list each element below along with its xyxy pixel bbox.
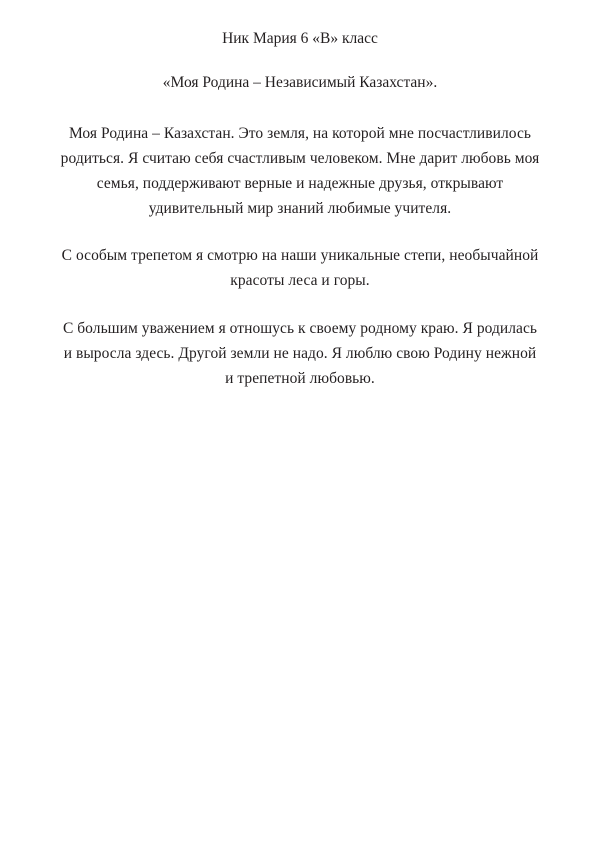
paragraph: Моя Родина – Казахстан. Это земля, на которой мне посчастливилось родиться. Я считаю себя счастливым человеком. Мне дарит любовь моя семья, поддерживают верные и надежные друзья, открывают удивительный мир знаний любимые учителя. bbox=[60, 124, 540, 218]
paragraph: С большим уважением я отношусь к своему родному краю. Я родилась и выросла здесь. Другой земли не надо. Я люблю свою Родину нежной и трепетной любовью. bbox=[62, 319, 538, 387]
document-subtitle: «Моя Родина – Независимый Казахстан». bbox=[162, 74, 438, 92]
page-title: Ник Мария 6 «В» класс bbox=[222, 30, 378, 47]
paragraph: С особым трепетом я смотрю на наши уникальные степи, необычайной красоты леса и горы. bbox=[61, 247, 539, 290]
